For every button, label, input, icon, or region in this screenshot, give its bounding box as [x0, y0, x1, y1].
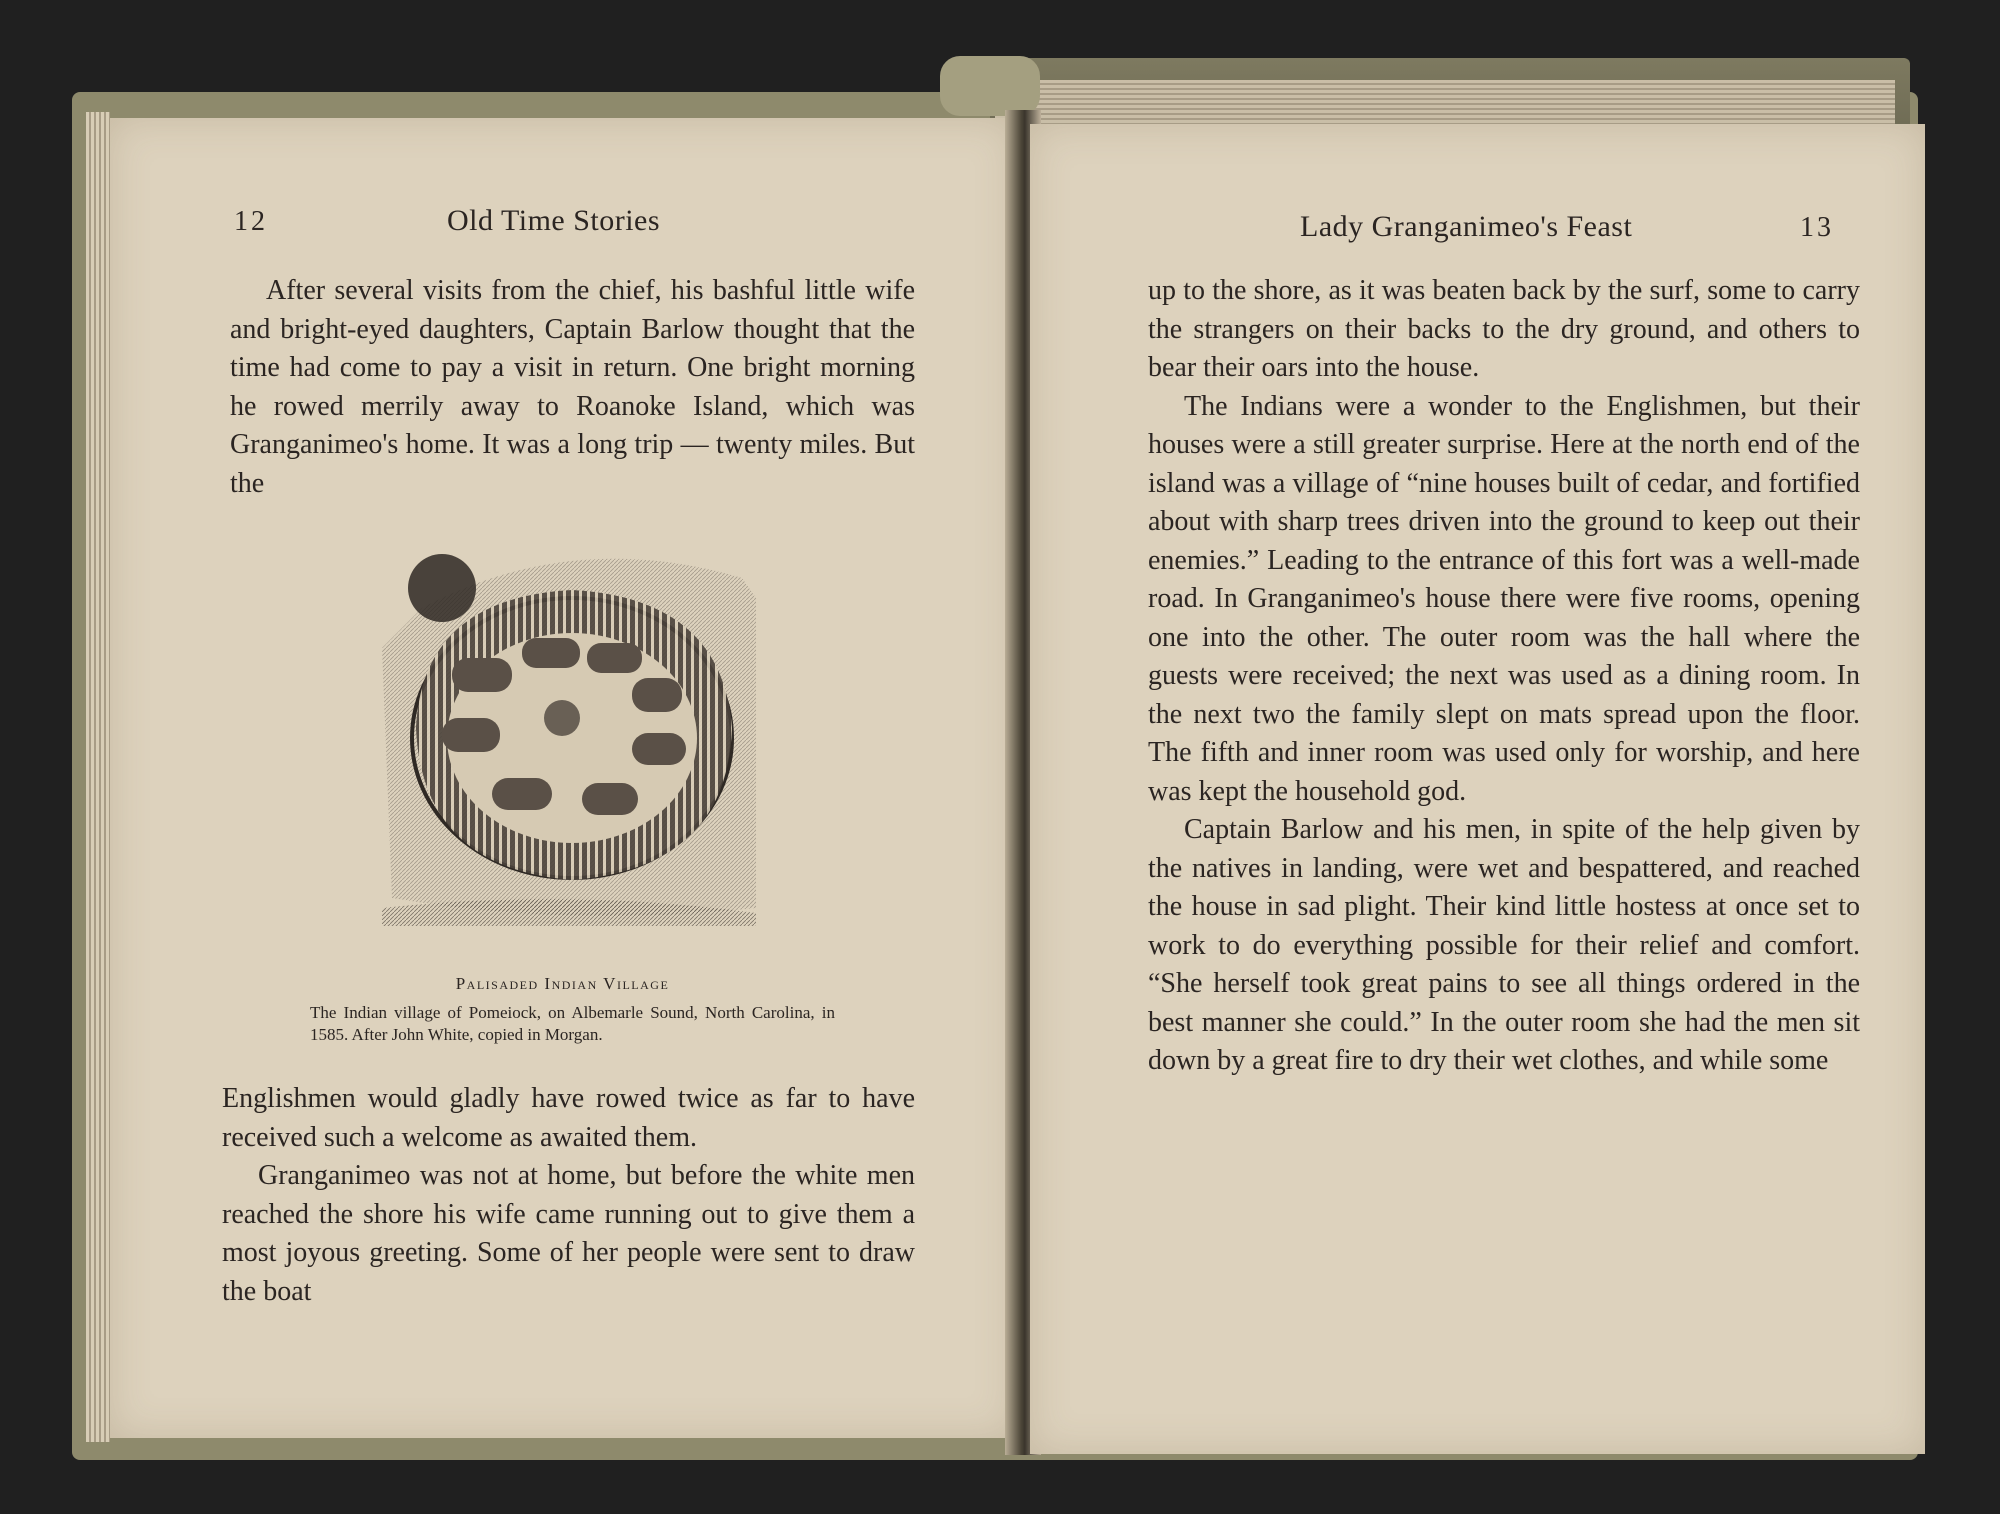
running-head-left: Old Time Stories	[447, 204, 661, 237]
right-page	[1030, 124, 1925, 1454]
left-page	[110, 118, 1015, 1438]
spine-wear	[940, 56, 1040, 116]
paragraph-bottom-2: Granganimeo was not at home, but before the white men reached the shore his wife came running out to give them a most joyous greeting. Some of her people were sent to draw the boat	[222, 1160, 915, 1307]
page-number-right: 13	[1800, 212, 1834, 243]
page-number-left: 12	[234, 206, 268, 237]
right-text	[1148, 272, 1860, 1081]
page-edges	[995, 80, 1895, 128]
paragraph-2: The Indians were a wonder to the Englishmen, but their houses were a still greater surprise. Here at the north end of the island was a village of “nine houses built of cedar, and fortified about with sharp trees driven into the ground to keep out their enemies.” Leading to the entrance of this fort was a well-made road. In Granganimeo's house there were five rooms, opening one into the other. The outer room was the hall where the guests were received; the next was used as a dining room. In the next two the family slept on mats spread upon the floor. The fifth and inner room was used only for worship, and here was kept the household god.	[1148, 390, 1860, 807]
paragraph-3: Captain Barlow and his men, in spite of the help given by the natives in landing, were wet and bespattered, and reached the house in sad plight. Their kind little hostess at once set to work to do everything possible for their relief and comfort. “She herself took great pains to see all things ordered in the best manner she could.” In the outer room she had the men sit down by a great fire to dry their wet clothes, and while some	[1148, 814, 1860, 1076]
paragraph-top: After several visits from the chief, his bashful little wife and bright-eyed daughters, Captain Barlow thought that the time had come to pay a visit in return. One bright morning he rowed merrily away to Roanoke Island, which was Granganimeo's home. It was a long trip — twenty miles. But the	[230, 275, 915, 499]
running-head-right: Lady Granganimeo's Feast	[1300, 210, 1633, 243]
paragraph-1: up to the shore, as it was beaten back by the surf, some to carry the strangers on their backs to the dry ground, and others to bear their oars into the house.	[1148, 275, 1860, 383]
left-page-leaves	[86, 112, 110, 1442]
paragraph-bottom-1: Englishmen would gladly have rowed twice as far to have received such a welcome as awaited them.	[222, 1083, 915, 1153]
illustration-caption: The Indian village of Pomeiock, on Albemarle Sound, North Carolina, in 1585. After John White, copied in Morgan.	[310, 1003, 835, 1044]
left-text-top	[230, 272, 915, 503]
illustration-title: Palisaded Indian Village	[455, 974, 670, 993]
palisaded-village-illustration	[382, 528, 756, 926]
left-text-bottom	[222, 1080, 915, 1311]
